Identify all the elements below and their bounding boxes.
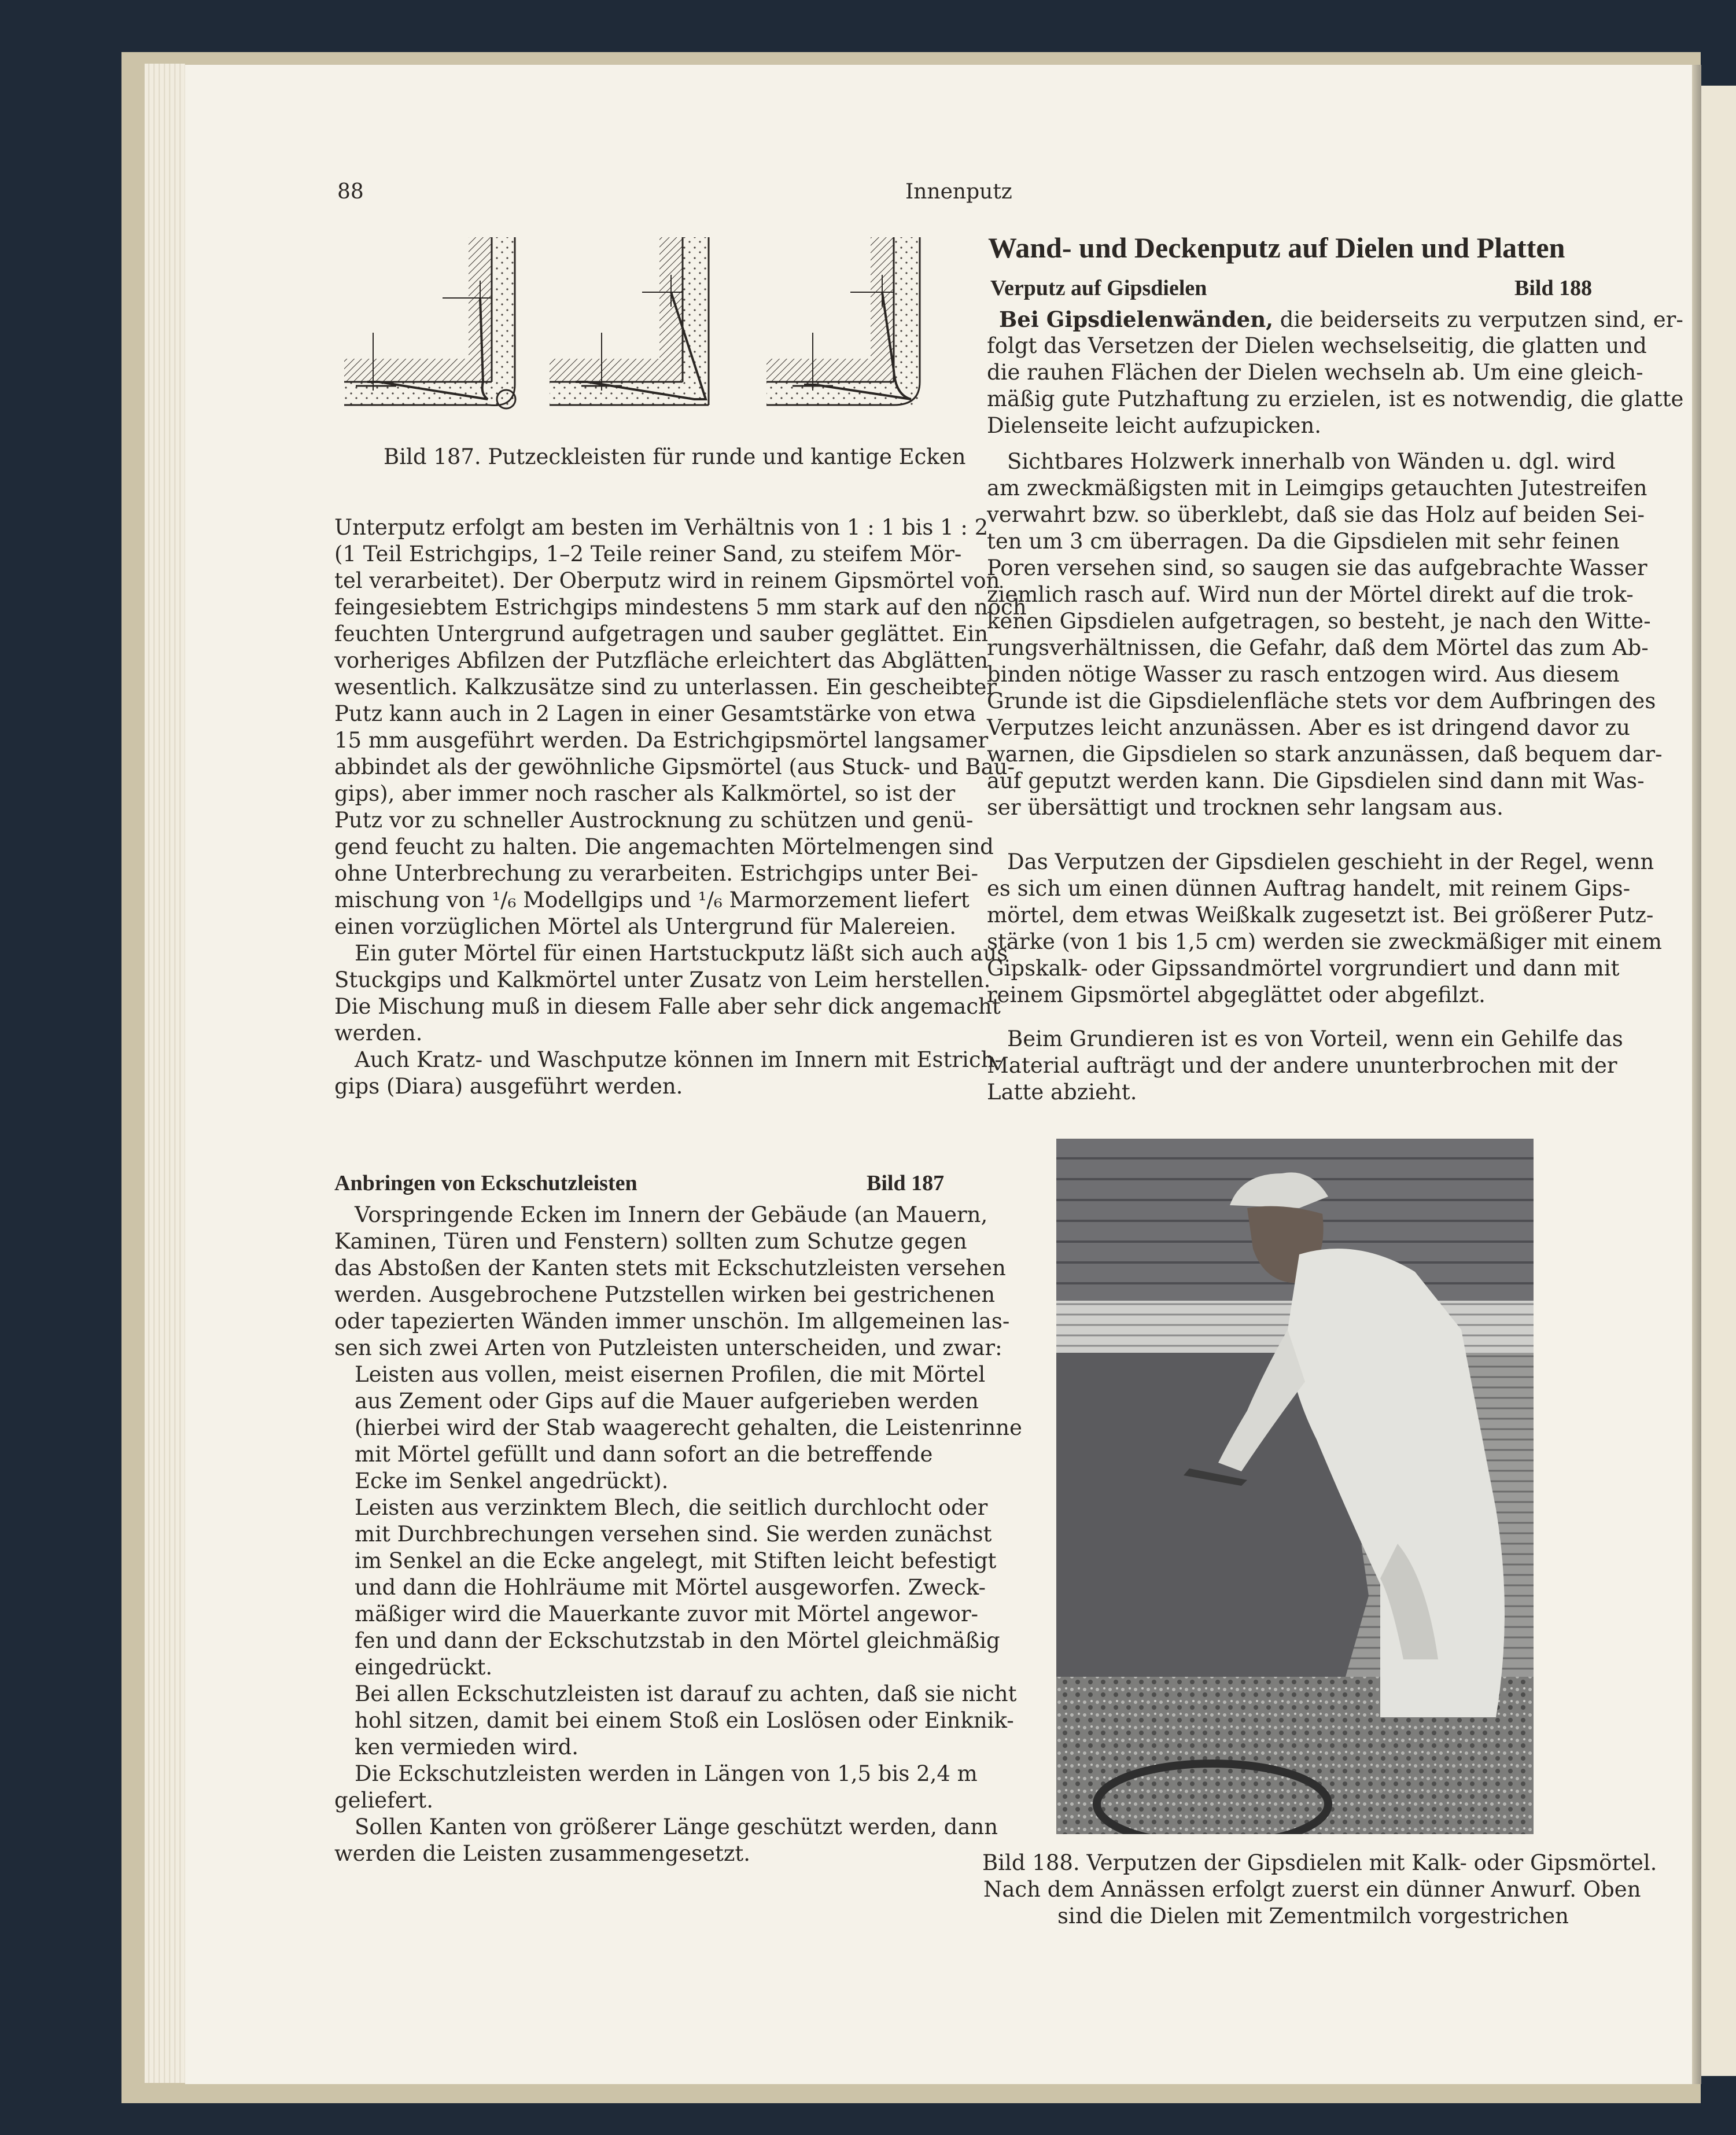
corner-bead-round-variant	[766, 237, 920, 405]
text-line: ten um 3 cm überragen. Da die Gipsdielen mit sehr feinen	[987, 529, 1620, 554]
text-line: mäßig gute Putzhaftung zu erzielen, ist es notwendig, die glatte	[987, 386, 1684, 411]
text-line: Sichtbares Holzwerk innerhalb von Wänden u. dgl. wird	[1007, 449, 1616, 474]
facing-page-edge	[1701, 86, 1736, 2076]
text-line: einen vorzüglichen Mörtel als Untergrund für Malereien.	[334, 914, 956, 939]
text-line: werden die Leisten zusammengesetzt.	[334, 1841, 750, 1866]
text-line: Dielenseite leicht aufzupicken.	[987, 413, 1321, 438]
text-line: mit Durchbrechungen versehen sind. Sie werden zunächst	[355, 1522, 992, 1547]
text-line: gips (Diara) ausgeführt werden.	[334, 1074, 683, 1099]
text-line: 15 mm ausgeführt werden. Da Estrichgipsmörtel langsamer	[334, 728, 989, 753]
text-line: ohne Unterbrechung zu verarbeiten. Estrichgips unter Bei-	[334, 861, 979, 886]
text-line: Verputzes leicht anzunässen. Aber es ist dringend davor zu	[987, 715, 1630, 740]
figure-187-caption: Bild 187. Putzeckleisten für runde und kantige Ecken	[384, 444, 966, 469]
text-line: warnen, die Gipsdielen so stark anzunässen, daß bequem dar-	[987, 742, 1663, 767]
first-line-rest: die beiderseits zu verputzen sind, er-	[1273, 307, 1683, 332]
text-line: Vorspringende Ecken im Innern der Gebäude (an Mauern,	[355, 1202, 988, 1227]
text-line	[999, 308, 1683, 332]
corner-bead-round	[344, 237, 515, 408]
text-line: Stuckgips und Kalkmörtel unter Zusatz von Leim herstellen.	[334, 967, 991, 992]
text-line: folgt das Versetzen der Dielen wechselseitig, die glatten und	[987, 333, 1647, 358]
text-line: mäßiger wird die Mauerkante zuvor mit Mörtel angewor-	[355, 1602, 979, 1626]
text-line: wesentlich. Kalkzusätze sind zu unterlassen. Ein gescheibter	[334, 675, 997, 700]
text-line: hohl sitzen, damit bei einem Stoß ein Loslösen oder Einknik-	[355, 1708, 1014, 1733]
text-line: mörtel, dem etwas Weißkalk zugesetzt ist. Bei größerer Putz-	[987, 903, 1654, 927]
text-line: Auch Kratz- und Waschputze können im Innern mit Estrich-	[355, 1047, 1002, 1072]
text-line: Ecke im Senkel angedrückt).	[355, 1468, 669, 1493]
text-line: fen und dann der Eckschutzstab in den Mörtel gleichmäßig	[355, 1628, 1000, 1653]
text-line: Grunde ist die Gipsdielenfläche stets vor dem Aufbringen des	[987, 689, 1656, 713]
book-gutter	[1692, 65, 1701, 2084]
text-line: tel verarbeitet). Der Oberputz wird in reinem Gipsmörtel von	[334, 568, 1000, 593]
text-line: verwahrt bzw. so überklebt, daß sie das Holz auf beiden Sei-	[987, 502, 1645, 527]
text-line: gend feucht zu halten. Die angemachten Mörtelmengen sind	[334, 834, 994, 859]
text-line: auf geputzt werden kann. Die Gipsdielen sind dann mit Was-	[987, 768, 1645, 793]
text-line: werden. Ausgebrochene Putzstellen wirken bei gestrichenen	[334, 1282, 996, 1307]
text-line: Leisten aus verzinktem Blech, die seitlich durchlocht oder	[355, 1495, 988, 1520]
text-line: Das Verputzen der Gipsdielen geschieht in der Regel, wenn	[1007, 849, 1654, 874]
text-line: oder tapezierten Wänden immer unschön. Im allgemeinen las-	[334, 1309, 1010, 1334]
text-line: eingedrückt.	[355, 1655, 493, 1680]
text-line: feingesiebtem Estrichgips mindestens 5 mm stark auf den noch	[334, 595, 1027, 620]
text-line: Kaminen, Türen und Fenstern) sollten zum Schutze gegen	[334, 1229, 967, 1254]
page-number: 88	[337, 180, 364, 204]
text-line: (1 Teil Estrichgips, 1–2 Teile reiner Sand, zu steifem Mör-	[334, 542, 962, 566]
text-line: Die Eckschutzleisten werden in Längen von 1,5 bis 2,4 m	[355, 1761, 978, 1786]
figure-188-photo	[1056, 1139, 1534, 1834]
text-line: gips), aber immer noch rascher als Kalkmörtel, so ist der	[334, 781, 956, 806]
text-line: Die Mischung muß in diesem Falle aber sehr dick angemacht	[334, 994, 1001, 1019]
text-line: rungsverhältnissen, die Gefahr, daß dem Mörtel das zum Ab-	[987, 635, 1649, 660]
text-line: reinem Gipsmörtel abgeglättet oder abgefilzt.	[987, 982, 1486, 1007]
text-line: Putz vor zu schneller Austrocknung zu schützen und genü-	[334, 808, 974, 833]
text-line: und dann die Hohlräume mit Mörtel ausgeworfen. Zweck-	[355, 1575, 986, 1600]
text-line: Gipskalk- oder Gipssandmörtel vorgrundiert und dann mit	[987, 956, 1620, 981]
sub-heading: Verputz auf Gipsdielen	[990, 276, 1207, 300]
text-line: ziemlich rasch auf. Wird nun der Mörtel direkt auf die trok-	[987, 582, 1634, 607]
page-edges	[145, 64, 185, 2083]
text-line: ken vermieden wird.	[355, 1735, 579, 1759]
text-line: vorheriges Abfilzen der Putzfläche erleichtert das Abglätten	[334, 648, 989, 673]
text-line: abbindet als der gewöhnliche Gipsmörtel (aus Stuck- und Bau-	[334, 754, 1015, 779]
text-line: aus Zement oder Gips auf die Mauer aufgerieben werden	[355, 1389, 979, 1413]
text-line: mit Mörtel gefüllt und dann sofort an die betreffende	[355, 1442, 933, 1467]
sub-heading-figure-ref: Bild 188	[1514, 276, 1593, 300]
text-line: stärke (von 1 bis 1,5 cm) werden sie zweckmäßiger mit einem	[987, 929, 1662, 954]
section-heading: Anbringen von Eckschutzleisten	[334, 1171, 637, 1195]
figure-188-caption-line: sind die Dielen mit Zementmilch vorgestrichen	[1057, 1904, 1569, 1928]
text-line: Ein guter Mörtel für einen Hartstuckputz läßt sich auch aus	[355, 941, 1008, 966]
text-line: mischung von ¹/₆ Modellgips und ¹/₆ Marmorzement liefert	[334, 888, 970, 912]
text-line: Poren versehen sind, so saugen sie das aufgebrachte Wasser	[987, 555, 1647, 580]
section-figure-ref: Bild 187	[867, 1171, 945, 1195]
plasterer-photo-illustration	[1056, 1139, 1534, 1834]
text-line: am zweckmäßigsten mit in Leimgips getauchten Jutestreifen	[987, 476, 1647, 500]
figure-188-caption-line: Bild 188. Verputzen der Gipsdielen mit Kalk- oder Gipsmörtel.	[982, 1850, 1657, 1875]
text-line: die rauhen Flächen der Dielen wechseln ab. Um eine gleich-	[987, 360, 1643, 385]
text-line: ser übersättigt und trocknen sehr langsam aus.	[987, 795, 1503, 820]
text-line: feuchten Untergrund aufgetragen und sauber geglättet. Ein	[334, 621, 989, 646]
bold-term: Bei Gipsdielenwänden,	[999, 307, 1273, 332]
text-line: im Senkel an die Ecke angelegt, mit Stiften leicht befestigt	[355, 1548, 997, 1573]
corner-bead-angled	[550, 237, 709, 405]
text-line: das Abstoßen der Kanten stets mit Eckschutzleisten versehen	[334, 1256, 1006, 1280]
text-line: Beim Grundieren ist es von Vorteil, wenn ein Gehilfe das	[1007, 1026, 1623, 1051]
text-line: binden nötige Wasser zu rasch entzogen wird. Aus diesem	[987, 662, 1620, 687]
text-line: Putz kann auch in 2 Lagen in einer Gesamtstärke von etwa	[334, 701, 976, 726]
text-line: geliefert.	[334, 1788, 434, 1813]
text-line: (hierbei wird der Stab waagerecht gehalten, die Leistenrinne	[355, 1415, 1022, 1440]
text-line: werden.	[334, 1021, 423, 1046]
main-heading: Wand- und Deckenputz auf Dielen und Platten	[988, 231, 1565, 264]
text-line: Bei allen Eckschutzleisten ist darauf zu achten, daß sie nicht	[355, 1681, 1017, 1706]
text-line: sen sich zwei Arten von Putzleisten unterscheiden, und zwar:	[334, 1335, 1002, 1360]
figure-187-diagram	[338, 234, 952, 431]
text-line: Sollen Kanten von größerer Länge geschützt werden, dann	[355, 1814, 998, 1839]
text-line: Material aufträgt und der andere ununterbrochen mit der	[987, 1053, 1617, 1078]
text-line: es sich um einen dünnen Auftrag handelt, mit reinem Gips-	[987, 876, 1631, 901]
figure-188-caption-line: Nach dem Annässen erfolgt zuerst ein dünner Anwurf. Oben	[983, 1877, 1641, 1902]
running-title: Innenputz	[905, 180, 1012, 204]
text-line: kenen Gipsdielen aufgetragen, so besteht, je nach den Witte-	[987, 609, 1651, 634]
text-line: Latte abzieht.	[987, 1080, 1137, 1105]
text-line: Leisten aus vollen, meist eisernen Profilen, die mit Mörtel	[355, 1362, 986, 1387]
text-line: Unterputz erfolgt am besten im Verhältnis von 1 : 1 bis 1 : 2	[334, 515, 989, 540]
